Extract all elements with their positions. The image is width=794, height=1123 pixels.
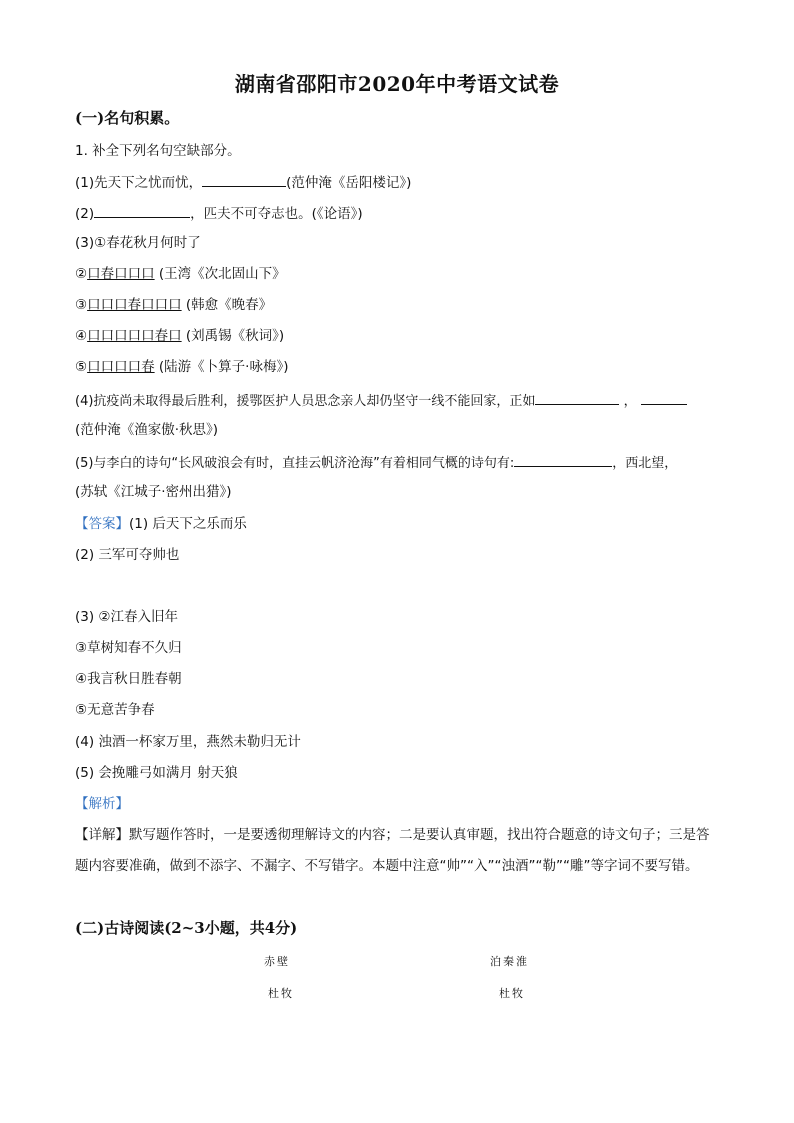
analysis-tag: 【解析】 xyxy=(75,796,129,812)
answer-blank xyxy=(514,452,612,467)
answer-blank xyxy=(641,390,687,405)
item-5 xyxy=(75,452,725,473)
item-3-4-blank: 口口口口口春口 xyxy=(87,328,182,344)
item-3-2 xyxy=(75,265,725,283)
item-3-5-blank: 口口口口春 xyxy=(87,359,155,375)
item-3-3 xyxy=(75,296,725,314)
item-5-text-2: ，西北望， xyxy=(612,456,678,471)
answer-3: (3) ②江春入旧年 xyxy=(75,609,179,625)
answer-3-4: ④我言秋日胜春朝 xyxy=(75,671,182,687)
poem-2-title: 泊秦淮 xyxy=(490,955,529,968)
item-3-5 xyxy=(75,358,725,376)
item-3-4-source: (刘禹锡《秋词》) xyxy=(185,328,285,344)
section-heading-2: (二)古诗阅读(2~3小题，共4分) xyxy=(75,919,298,937)
item-3-5-source: (陆游《卜算子·咏梅》) xyxy=(158,359,289,375)
answer-2: (2) 三军可夺帅也 xyxy=(75,547,180,563)
detail-text: 默写题作答时，一是要透彻理解诗文的内容；二是要认真审题，找出符合题意的诗文句子；三是答题内容要准确，做到不添字、不漏字、不写错字。本题中注意“帅”“入”“浊酒”“勒”“雕”等字词不要写错。 xyxy=(75,827,710,874)
question-1-stem: 1. 补全下列名句空缺部分。 xyxy=(75,143,241,159)
answer-3-5: ⑤无意苦争春 xyxy=(75,702,155,718)
poem-2-author: 杜牧 xyxy=(499,987,525,1000)
answer-1 xyxy=(75,515,725,533)
poem-1-title: 赤壁 xyxy=(264,955,290,968)
item-1-text: (1)先天下之忧而忧， xyxy=(75,175,203,191)
item-1 xyxy=(75,172,725,192)
item-3-2-source: (王湾《次北固山下》 xyxy=(158,266,286,282)
item-4-source: (范仲淹《渔家傲·秋思》) xyxy=(75,422,219,438)
page-title: 湖南省邵阳市2020年中考语文试卷 xyxy=(234,72,560,96)
item-2-text: ，匹夫不可夺志也。(《论语》) xyxy=(190,206,363,222)
poem-1-author: 杜牧 xyxy=(268,987,294,1000)
answer-tag: 【答案】 xyxy=(75,516,129,532)
detail-tag: 【详解】 xyxy=(75,827,129,843)
answer-1-text: (1) 后天下之乐而乐 xyxy=(129,516,247,532)
answer-blank xyxy=(94,203,190,218)
item-3-3-source: (韩愈《晚春》 xyxy=(185,297,273,313)
item-1-source: (范仲淹《岳阳楼记》) xyxy=(286,175,412,191)
answer-3-3: ③草树知春不久归 xyxy=(75,640,182,656)
answer-5: (5) 会挽雕弓如满月 射天狼 xyxy=(75,765,238,781)
answer-blank xyxy=(535,390,619,405)
item-2-prefix: (2) xyxy=(75,206,95,222)
item-3-4 xyxy=(75,327,725,345)
item-5-source: (苏轼《江城子·密州出猎》) xyxy=(75,484,232,500)
answer-4: (4) 浊酒一杯家万里，燕然未勒归无计 xyxy=(75,734,301,750)
item-4 xyxy=(75,390,725,411)
section-heading-1: (一)名句积累。 xyxy=(75,109,180,127)
answer-blank xyxy=(202,172,286,187)
item-3-2-label: ② xyxy=(75,266,88,282)
item-4-comma: ， xyxy=(623,394,637,409)
item-4-text: (4)抗疫尚未取得最后胜利，援鄂医护人员思念亲人却仍坚守一线不能回家，正如 xyxy=(75,394,536,409)
item-3-3-label: ③ xyxy=(75,297,88,313)
item-3-5-label: ⑤ xyxy=(75,359,88,375)
analysis-detail xyxy=(75,820,721,882)
item-3: (3)①春花秋月何时了 xyxy=(75,235,201,251)
item-2 xyxy=(75,203,725,223)
item-5-text: (5)与李白的诗句“长风破浪会有时，直挂云帆济沧海”有着相同气概的诗句有: xyxy=(75,456,515,471)
item-3-4-label: ④ xyxy=(75,328,88,344)
item-3-2-blank: 口春口口口 xyxy=(87,266,155,282)
item-3-3-blank: 口口口春口口口 xyxy=(87,297,182,313)
